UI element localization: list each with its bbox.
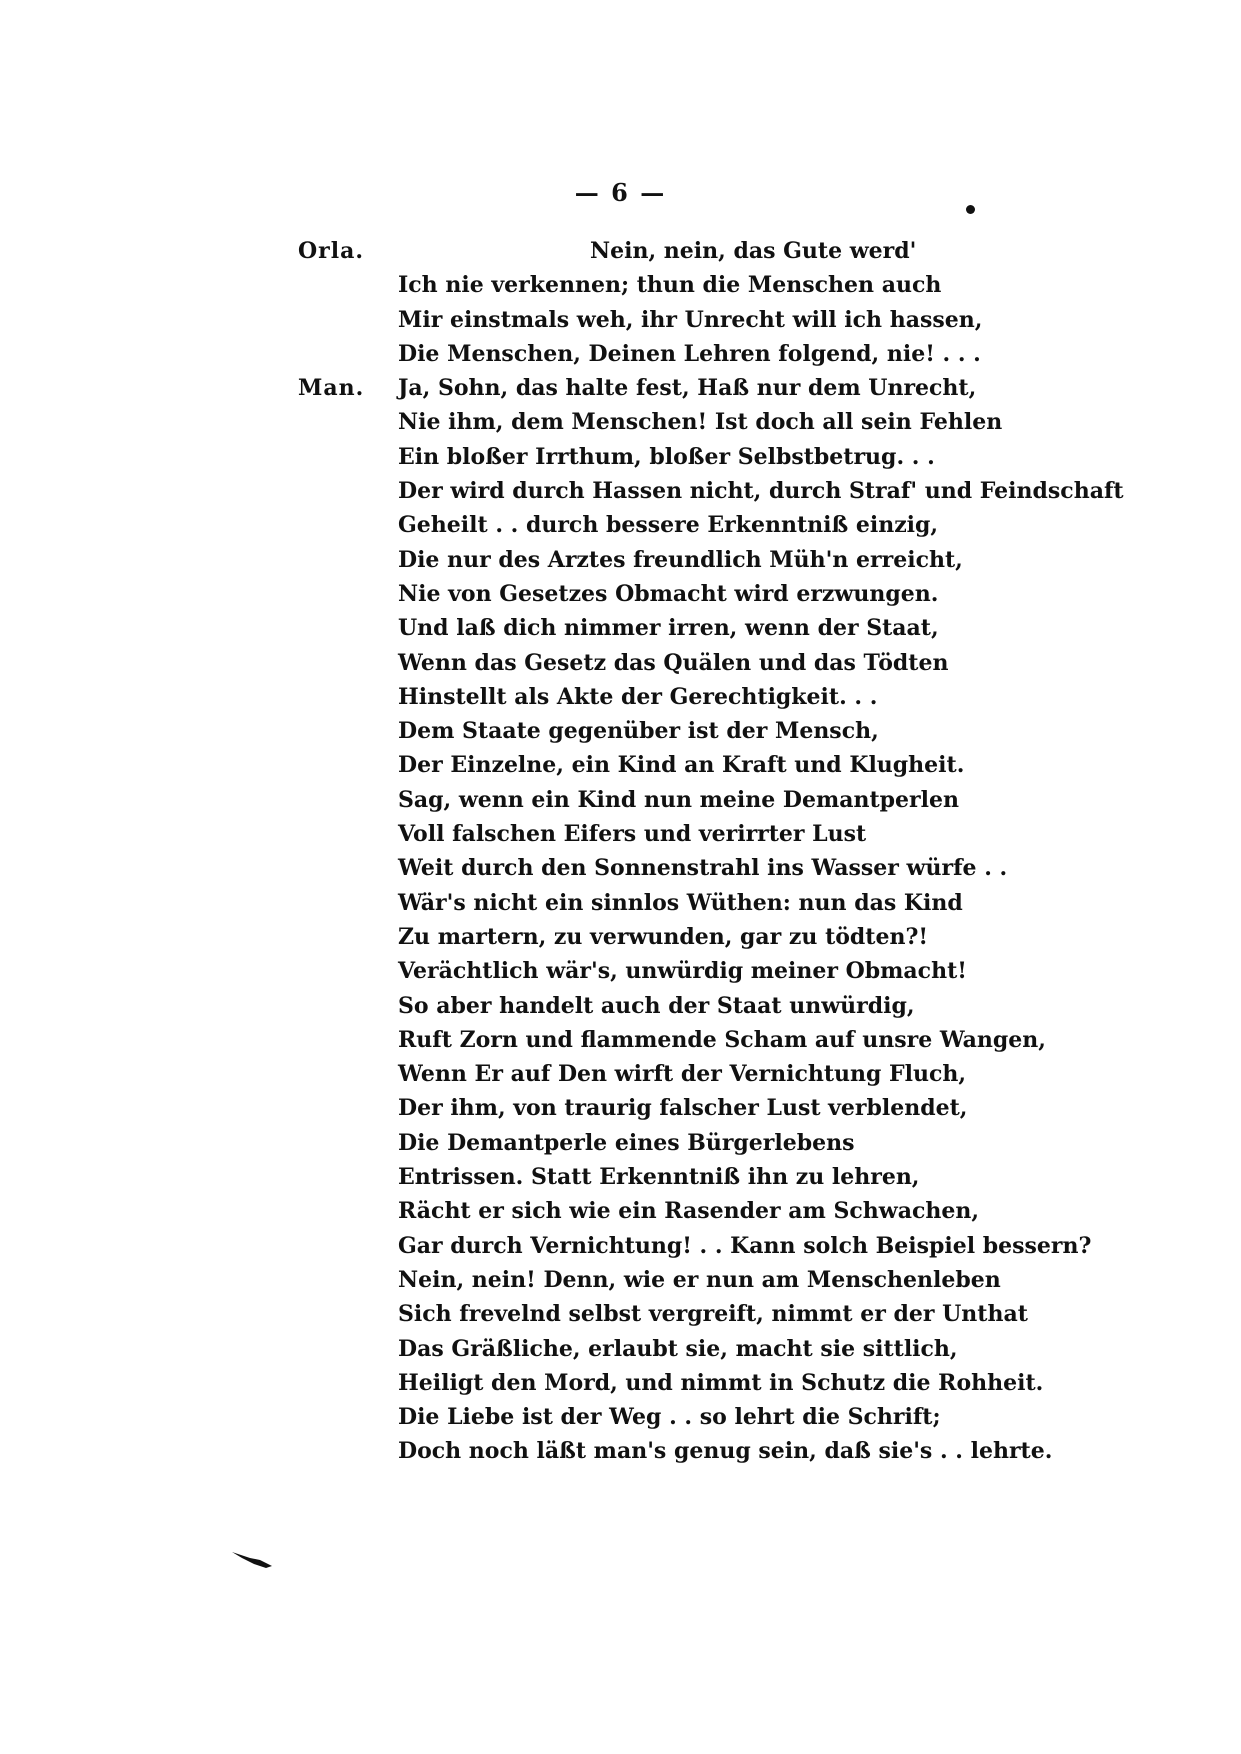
verse-line [0,1194,1241,1228]
verse-text: Nie von Gesetzes Obmacht wird erzwungen. [398,580,939,607]
verse-line [0,646,1241,680]
verse-line [0,577,1241,611]
verse-text: Doch noch läßt man's genug sein, daß sie's . . lehrte. [398,1438,1053,1465]
verse-line [0,1366,1241,1400]
verse-line [0,680,1241,714]
verse-text: Die Menschen, Deinen Lehren folgend, nie! . . . [398,340,981,367]
verse-text: Zu martern, zu verwunden, gar zu tödten?! [398,923,928,950]
verse-line [0,748,1241,782]
verse-text: So aber handelt auch der Staat unwürdig, [398,992,915,1019]
verse-text: Geheilt . . durch bessere Erkenntniß einzig, [398,512,939,539]
ink-smudge-mark [230,1548,274,1570]
verse-text: Wär's nicht ein sinnlos Wüthen: nun das Kind [398,889,963,916]
verse-line [0,1023,1241,1057]
verse-line [0,1434,1241,1468]
verse-line [0,1400,1241,1434]
verse-line [0,1091,1241,1125]
verse-text: Der Einzelne, ein Kind an Kraft und Klugheit. [398,752,965,779]
verse-line [0,508,1241,542]
verse-line [0,337,1241,371]
verse-line [0,474,1241,508]
verse-block [0,234,1241,1469]
verse-line [0,1229,1241,1263]
verse-line [0,1263,1241,1297]
verse-text: Heiligt den Mord, und nimmt in Schutz die Rohheit. [398,1369,1044,1396]
verse-text: Ruft Zorn und flammende Scham auf unsre Wangen, [398,1026,1046,1053]
verse-line [0,1126,1241,1160]
verse-line [0,1057,1241,1091]
verse-text: Nie ihm, dem Menschen! Ist doch all sein Fehlen [398,409,1003,436]
verse-text: Voll falschen Eifers und verirrter Lust [398,821,867,848]
verse-line [0,611,1241,645]
verse-text: Die nur des Arztes freundlich Müh'n erreicht, [398,546,963,573]
verse-text: Ich nie verkennen; thun die Menschen auch [398,272,942,299]
verse-text: Dem Staate gegenüber ist der Mensch, [398,718,879,745]
verse-line [0,405,1241,439]
verse-line [0,920,1241,954]
verse-line [0,886,1241,920]
verse-line [0,954,1241,988]
verse-text: Der wird durch Hassen nicht, durch Straf' und Feindschaft [398,478,1124,505]
verse-text: Mir einstmals weh, ihr Unrecht will ich hassen, [398,306,983,333]
verse-text: Sich frevelnd selbst vergreift, nimmt er der Unthat [398,1301,1028,1328]
verse-line [0,371,1241,405]
verse-line [0,234,1241,268]
verse-text: Nein, nein, das Gute werd' [590,238,917,264]
verse-text: Entrissen. Statt Erkenntniß ihn zu lehren, [398,1164,920,1191]
verse-line [0,440,1241,474]
verse-text: Weit durch den Sonnenstrahl ins Wasser würfe . . [398,855,1008,882]
verse-text: Der ihm, von traurig falscher Lust verblendet, [398,1095,968,1122]
verse-text: Wenn Er auf Den wirft der Vernichtung Fluch, [398,1061,967,1088]
verse-text: Hinstellt als Akte der Gerechtigkeit. . . [398,683,878,710]
verse-line [0,268,1241,302]
verse-line [0,783,1241,817]
verse-text: Ja, Sohn, das halte fest, Haß nur dem Unrecht, [398,375,977,402]
speaker-label: Orla. [298,238,365,264]
verse-text: Das Gräßliche, erlaubt sie, macht sie sittlich, [398,1335,958,1362]
verse-text: Sag, wenn ein Kind nun meine Demantperlen [398,786,959,813]
verse-text: Und laß dich nimmer irren, wenn der Staat, [398,615,939,642]
verse-line [0,817,1241,851]
verse-line [0,1160,1241,1194]
ink-dot-mark [966,205,975,214]
verse-line [0,303,1241,337]
speaker-label: Man. [298,375,365,402]
verse-line [0,543,1241,577]
verse-line [0,989,1241,1023]
verse-text: Nein, nein! Denn, wie er nun am Menschenleben [398,1266,1001,1293]
verse-text: Die Liebe ist der Weg . . so lehrt die Schrift; [398,1404,941,1431]
verse-line [0,714,1241,748]
verse-line [0,851,1241,885]
verse-text: Verächtlich wär's, unwürdig meiner Obmacht! [398,958,967,985]
verse-line [0,1332,1241,1366]
verse-text: Ein bloßer Irrthum, bloßer Selbstbetrug. . . [398,443,935,470]
verse-text: Die Demantperle eines Bürgerlebens [398,1129,855,1156]
verse-line [0,1297,1241,1331]
page-number: — 6 — [574,178,667,207]
verse-text: Gar durch Vernichtung! . . Kann solch Beispiel bessern? [398,1232,1092,1259]
verse-text: Rächt er sich wie ein Rasender am Schwachen, [398,1198,980,1225]
verse-text: Wenn das Gesetz das Quälen und das Tödten [398,649,949,676]
